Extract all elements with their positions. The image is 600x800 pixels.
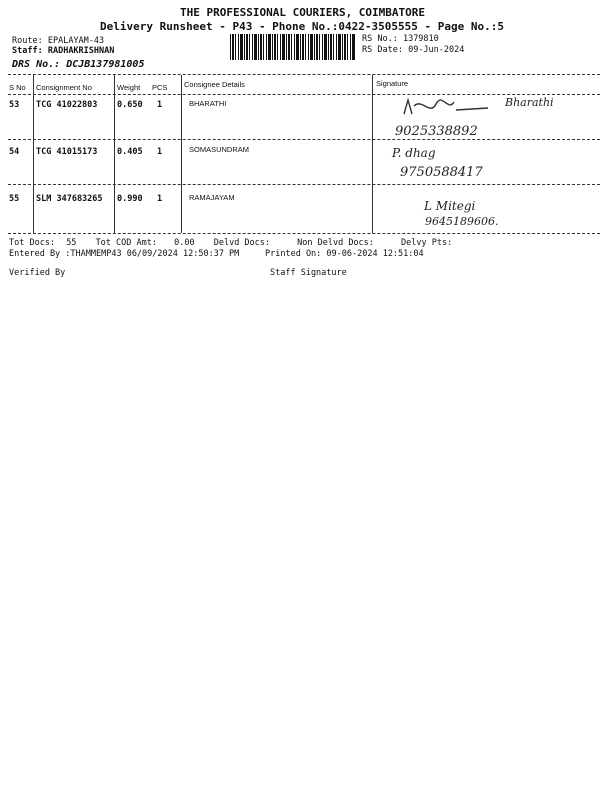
column-divider	[114, 75, 115, 233]
signature-phone: 9750588417	[400, 165, 483, 180]
row-pcs: 1	[157, 147, 163, 157]
company-title: THE PROFESSIONAL COURIERS, COIMBATORE	[180, 6, 426, 19]
non-delvd-docs-label: Non Delvd Docs:	[297, 238, 374, 248]
tot-cod-label: Tot COD Amt:	[95, 238, 157, 248]
row-consignee: SOMASUNDRAM	[189, 145, 250, 154]
staff-signature: Staff Signature	[270, 268, 347, 278]
column-divider	[372, 75, 373, 233]
drs-line	[12, 59, 144, 70]
row-sno: 54	[9, 147, 20, 157]
table-header-rule	[8, 94, 600, 95]
tot-docs-value: 55	[66, 238, 77, 248]
totals-line	[9, 238, 452, 248]
row-pcs: 1	[157, 100, 163, 110]
drs-label: DRS No.:	[12, 59, 61, 70]
row-consignee: RAMAJAYAM	[189, 193, 235, 202]
col-header-sno: S No	[9, 83, 26, 92]
rs-no-value: 1379810	[402, 34, 439, 44]
verified-by: Verified By	[9, 268, 66, 278]
table-top-rule	[8, 74, 600, 75]
delvd-docs-label: Delvd Docs:	[213, 238, 271, 248]
column-divider	[33, 75, 34, 233]
row-weight: 0.405	[117, 147, 143, 157]
row-pcs: 1	[157, 194, 163, 204]
row-weight: 0.990	[117, 194, 143, 204]
rs-no-line	[362, 34, 439, 44]
row-sno: 53	[9, 100, 20, 110]
col-header-consignment: Consignment No	[36, 83, 92, 92]
signature-name: P. dhag	[392, 146, 436, 160]
row-consignment-no: SLM 347683265	[36, 194, 103, 204]
tot-cod-value: 0.00	[174, 238, 195, 248]
delvy-pts-label: Delvy Pts:	[401, 238, 453, 248]
rs-date-label: RS Date:	[362, 45, 403, 55]
printed-on: Printed On: 09-06-2024 12:51:04	[265, 249, 424, 259]
col-header-weight: Weight	[117, 83, 141, 92]
signature-name: L Mitegi	[424, 199, 476, 213]
route-value: EPALAYAM-43	[47, 36, 105, 46]
rs-no-label: RS No.:	[362, 34, 398, 44]
row-divider	[8, 139, 600, 140]
signature-name: Bharathi	[505, 96, 554, 109]
column-divider	[181, 75, 182, 233]
row-consignee: BHARATHI	[189, 99, 227, 108]
staff-line	[12, 46, 114, 56]
runsheet-subtitle: Delivery Runsheet - P43 - Phone No.:0422-3505555 - Page No.:5	[100, 20, 504, 33]
entered-by: Entered By :THAMMEMP43 06/09/2024 12:50:37 PM	[9, 249, 240, 259]
col-header-pcs: PCS	[152, 83, 168, 92]
route-label: Route:	[12, 36, 43, 46]
col-header-signature: Signature	[376, 79, 409, 88]
tot-docs-label: Tot Docs:	[9, 238, 56, 248]
route-line	[12, 36, 104, 46]
signature-phone: 9025338892	[395, 124, 478, 139]
row-consignment-no: TCG 41022803	[36, 100, 98, 110]
drs-value: DCJB137981005	[66, 59, 145, 70]
staff-value: RADHAKRISHNAN	[47, 46, 115, 56]
row-divider	[8, 184, 600, 185]
row-sno: 55	[9, 194, 20, 204]
barcode	[230, 34, 355, 60]
signature-phone: 9645189606.	[425, 215, 499, 228]
rs-date-value: 09-Jun-2024	[408, 45, 465, 55]
staff-label: Staff:	[12, 46, 43, 56]
row-weight: 0.650	[117, 100, 143, 110]
rs-date-line	[362, 45, 464, 55]
table-bottom-rule	[8, 233, 600, 234]
col-header-consignee: Consignee Details	[184, 80, 245, 89]
handwritten-signature	[402, 96, 492, 125]
row-consignment-no: TCG 41015173	[36, 147, 98, 157]
